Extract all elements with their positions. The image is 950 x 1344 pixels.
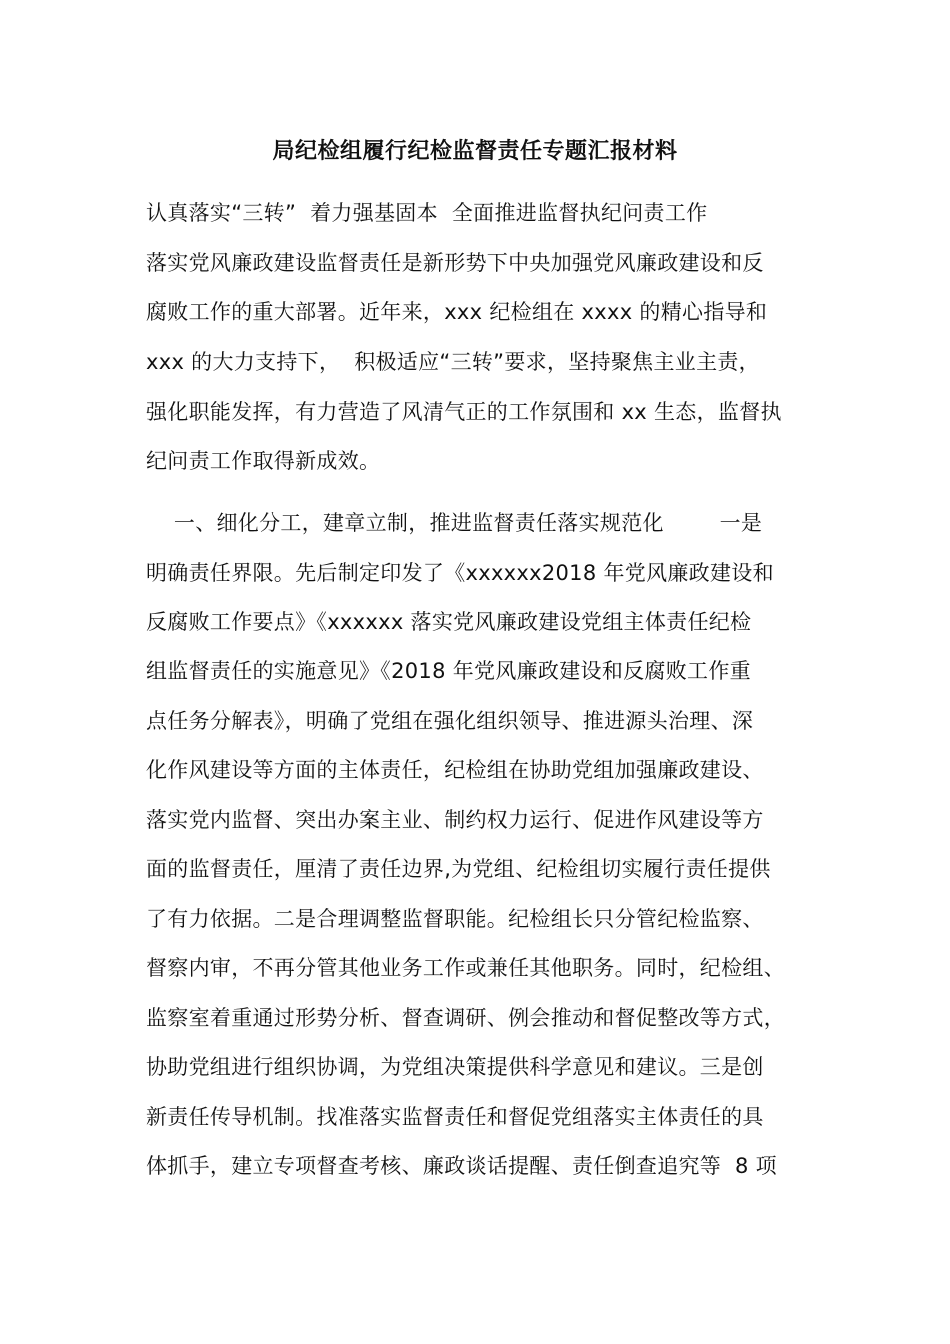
text-line: 新责任传导机制。找准落实监督责任和督促党组落实主体责任的具 (146, 1105, 764, 1129)
text-line: 体抓手，建立专项督查考核、廉政谈话提醒、责任倒查追究等 8 项 (146, 1154, 777, 1178)
text-line: 明确责任界限。先后制定印发了《xxxxxx2018 年党风廉政建设和 (146, 561, 774, 585)
text-line: 落实党风廉政建设监督责任是新形势下中央加强党风廉政建设和反 (146, 251, 764, 275)
section-heading-line: 一、细化分工，建章立制，推进监督责任落实规范化 一是 (146, 511, 763, 535)
text-line: 反腐败工作要点》《xxxxxx 落实党风廉政建设党组主体责任纪检 (146, 610, 752, 634)
text-line: 协助党组进行组织协调，为党组决策提供科学意见和建议。三是创 (146, 1055, 764, 1079)
text-line: 腐败工作的重大部署。近年来，xxx 纪检组在 xxxx 的精心指导和 (146, 300, 768, 324)
document-title: 局纪检组履行纪检监督责任专题汇报材料 (272, 139, 678, 164)
text-line: 面的监督责任，厘清了责任边界,为党组、纪检组切实履行责任提供 (146, 857, 771, 881)
text-line: 强化职能发挥，有力营造了风清气正的工作氛围和 xx 生态，监督执 (146, 400, 782, 424)
text-line: 了有力依据。二是合理调整监督职能。纪检组长只分管纪检监察、 (146, 907, 764, 931)
text-line: 纪问责工作取得新成效。 (146, 449, 381, 473)
text-line: 组监督责任的实施意见》《2018 年党风廉政建设和反腐败工作重 (146, 659, 751, 683)
text-line: 点任务分解表》，明确了党组在强化组织领导、推进源头治理、深 (146, 709, 754, 733)
text-line: 监察室着重通过形势分析、督查调研、例会推动和督促整改等方式， (146, 1006, 785, 1030)
text-line: xxx 的大力支持下， 积极适应“三转”要求，坚持聚焦主业主责， (146, 350, 760, 374)
subtitle-line: 认真落实“三转” 着力强基固本 全面推进监督执纪问责工作 (146, 201, 708, 225)
text-line: 落实党内监督、突出办案主业、制约权力运行、促进作风建设等方 (146, 808, 764, 832)
text-line: 化作风建设等方面的主体责任，纪检组在协助党组加强廉政建设、 (146, 758, 764, 782)
text-line: 督察内审，不再分管其他业务工作或兼任其他职务。同时，纪检组、 (146, 956, 785, 980)
